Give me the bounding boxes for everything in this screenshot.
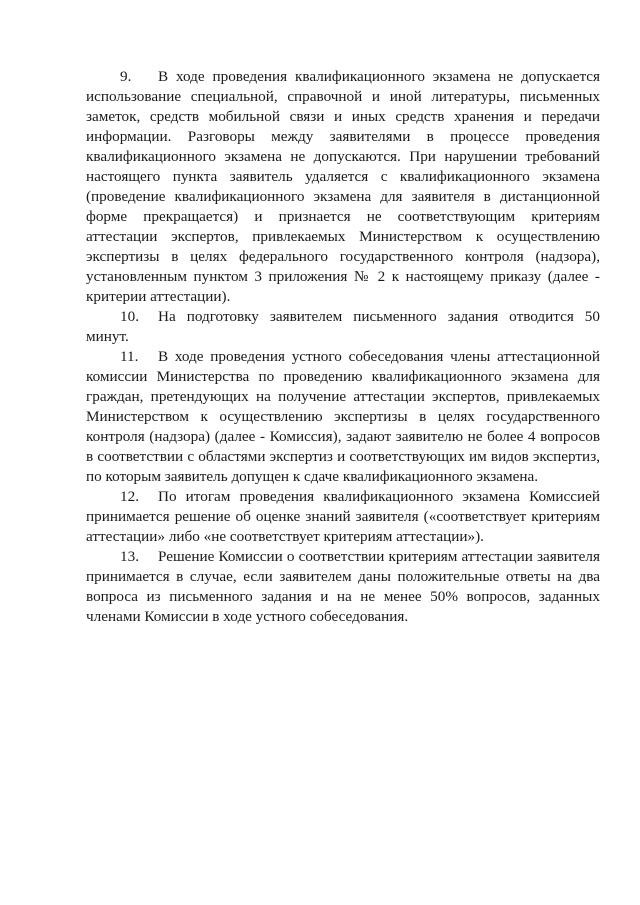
paragraph-number: 11. [120, 348, 139, 365]
paragraph-text: По итогам проведения квалификационного экзамена Комиссией принимается решение об оценке знаний заявителя («соответствует критериям аттестации» либо «не соответствует критериям аттестации»). [86, 488, 600, 545]
paragraph-number: 10. [120, 308, 139, 325]
paragraph-9 [86, 67, 600, 307]
paragraph-number: 9. [120, 68, 132, 85]
paragraph-number: 13. [120, 548, 139, 565]
paragraph-11 [86, 347, 600, 487]
document-body [86, 67, 600, 627]
paragraph-text: Решение Комиссии о соответствии критериям аттестации заявителя принимается в случае, если заявителем даны положительные ответы на два вопроса из письменного задания и на не менее 50% вопросов, заданных членами Комиссии в ходе устного собеседования. [86, 548, 600, 625]
paragraph-text: В ходе проведения квалификационного экзамена не допускается использование специальной, справочной и иной литературы, письменных заметок, средств мобильной связи и иных средств хранения и передачи информации. Разговоры между заявителями в процессе проведения квалификационного экзамена не допускаются. При нарушении требований настоящего пункта заявитель удаляется с квалификационного экзамена (проведение квалификационного экзамена для заявителя в дистанционной форме прекращается) и признается не соответствующим критериям аттестации экспертов, привлекаемых Министерством к осуществлению экспертизы в целях федерального государственного контроля (надзора), установленным пунктом 3 приложения № 2 к настоящему приказу (далее - критерии аттестации). [86, 68, 600, 305]
paragraph-text: На подготовку заявителем письменного задания отводится 50 минут. [86, 308, 600, 345]
paragraph-number: 12. [120, 488, 139, 505]
paragraph-12 [86, 487, 600, 547]
paragraph-text: В ходе проведения устного собеседования члены аттестационной комиссии Министерства по проведению квалификационного экзамена для граждан, претендующих на получение аттестации экспертов, привлекаемых Министерством к осуществлению экспертизы в целях государственного контроля (надзора) (далее - Комиссия), задают заявителю не более 4 вопросов в соответствии с областями экспертиз и соответствующих им видов экспертиз, по которым заявитель допущен к сдаче квалификационного экзамена. [86, 348, 600, 485]
paragraph-13 [86, 547, 600, 627]
paragraph-10 [86, 307, 600, 347]
